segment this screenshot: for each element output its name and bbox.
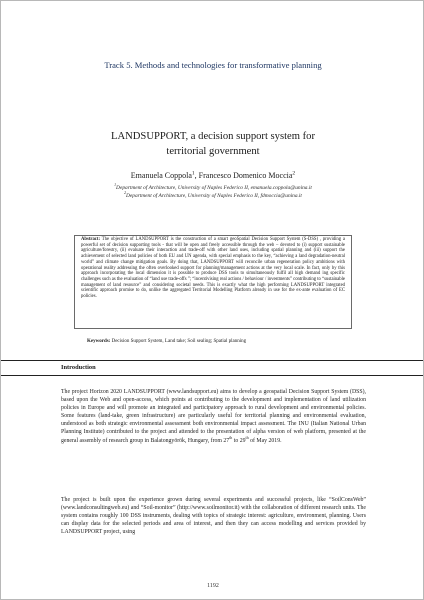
author-1-sup: 1 bbox=[191, 170, 195, 177]
abstract-box bbox=[74, 235, 352, 329]
abstract-text: The objective of LANDSUPPORT is the construction of a smart geoSpatial Decision Support System (S-DSS) , providing a powerful set of decision supporting tools - that will be open and freely accessible through the web – devoted to (i) support sustainable agriculture/forestry, (ii) evaluate their interaction and trade-off with other land uses, including spatial planning and (iii) support the achievement of selected land policies of both EU and UN agenda, with special emphasis to the key, “achieving a land degradation-neutral world” and climate change mitigation goals. By doing that, LANDSUPPORT will reconcile urban regeneration policy ambitions with operational reality addressing the often overlooked support for planning/management actions at the very local scale. In fact, only by this approach incorporating the local dimension it is possible to produce DSS tools to simultaneously fulfil all high demand ing specific challenges such as the evaluation of “land use trade-offs ”; “incentivising real actions / behaviour / investments” contributing to “sustainable management of land resource” and considering societal needs. This is exactly what the high performing LANDSUPPORT integrated scientific approach promise to do, unlike the aggregated Territorial Modelling Platform already in use for the ex-ante evaluation of EC policies. bbox=[81, 237, 346, 300]
para1-sup-1: th bbox=[229, 434, 233, 440]
affiliation-2-text: Department of Architecture, University of Naples Federico II, fdmoccia@unina.it bbox=[126, 193, 302, 199]
author-2: Francesco Domenico Moccia bbox=[198, 171, 293, 180]
affiliation-1 bbox=[1, 184, 424, 192]
title-line-1: LANDSUPPORT, a decision support system for bbox=[111, 131, 315, 142]
author-2-sup: 2 bbox=[292, 170, 296, 177]
body-paragraph-1 bbox=[61, 388, 366, 445]
title-line-2: territorial government bbox=[166, 146, 260, 157]
para1-text-b: to 29 bbox=[232, 437, 246, 444]
author-line bbox=[1, 171, 424, 180]
keywords bbox=[87, 339, 357, 344]
keywords-text: Decision Support System, Land take; Soil sealing; Spatial planning bbox=[111, 339, 247, 344]
author-1: Emanuela Coppola bbox=[130, 171, 192, 180]
affiliation-2 bbox=[1, 192, 424, 200]
introduction-heading: Introduction bbox=[61, 364, 96, 371]
track-header: Track 5. Methods and technologies for transformative planning bbox=[104, 60, 322, 70]
affiliations bbox=[1, 184, 424, 200]
affiliation-1-sup: 1 bbox=[114, 183, 117, 188]
affiliation-1-text: Department of Architecture, University of Naples Federico II, emanuela.coppola@unina.it bbox=[116, 185, 312, 191]
introduction-heading-bar bbox=[1, 360, 424, 376]
keywords-label: Keywords: bbox=[87, 339, 111, 344]
paper-title bbox=[61, 129, 365, 159]
body-paragraph-2: The project is built upon the experience grown during several experiments and successful projects, like “SoilConsWeb” (www.landconsultingweb.eu) and “Soil-monitor” (http://www.soilmonitor.it) with the collaboration of different research units. The system contains roughly 100 DSS instruments, dealing with topics of strategic interest: agriculture, environment, planning. Users can display data for the selected periods and area of interest, and then they can access modelling and services provided by LANDSUPPORT project, using bbox=[61, 497, 366, 536]
para1-text-a: The project Horizon 2020 LANDSUPPORT (www.landsupport.eu) aims to develop a geospatial Decision Support System (DSS), based upon the Web and open-access, which points at contributing to the development and implementation of land utilization policies in Europe and will promote an integrated and participatory approach to rural development and environmental policies. Some features (land-take, green infrastructure) are particularly useful for territorial planning and environmental evaluation, understood as both strategic environmental assessment both environmental impact assessment. The INU (Italian National Urban Planning Institute) contributed to the project and attended to the presentation of alpha version of web platform, presented at the general assembly of research group in Balatongyörök, Hungary, from 27 bbox=[61, 389, 366, 444]
para1-sup-2: th bbox=[245, 434, 249, 440]
para1-text-c: of May 2019. bbox=[248, 437, 282, 444]
page-number: 1192 bbox=[207, 583, 219, 589]
abstract-label: Abstract: bbox=[81, 237, 101, 242]
affiliation-2-sup: 2 bbox=[124, 191, 126, 196]
author-separator: , bbox=[194, 171, 199, 180]
